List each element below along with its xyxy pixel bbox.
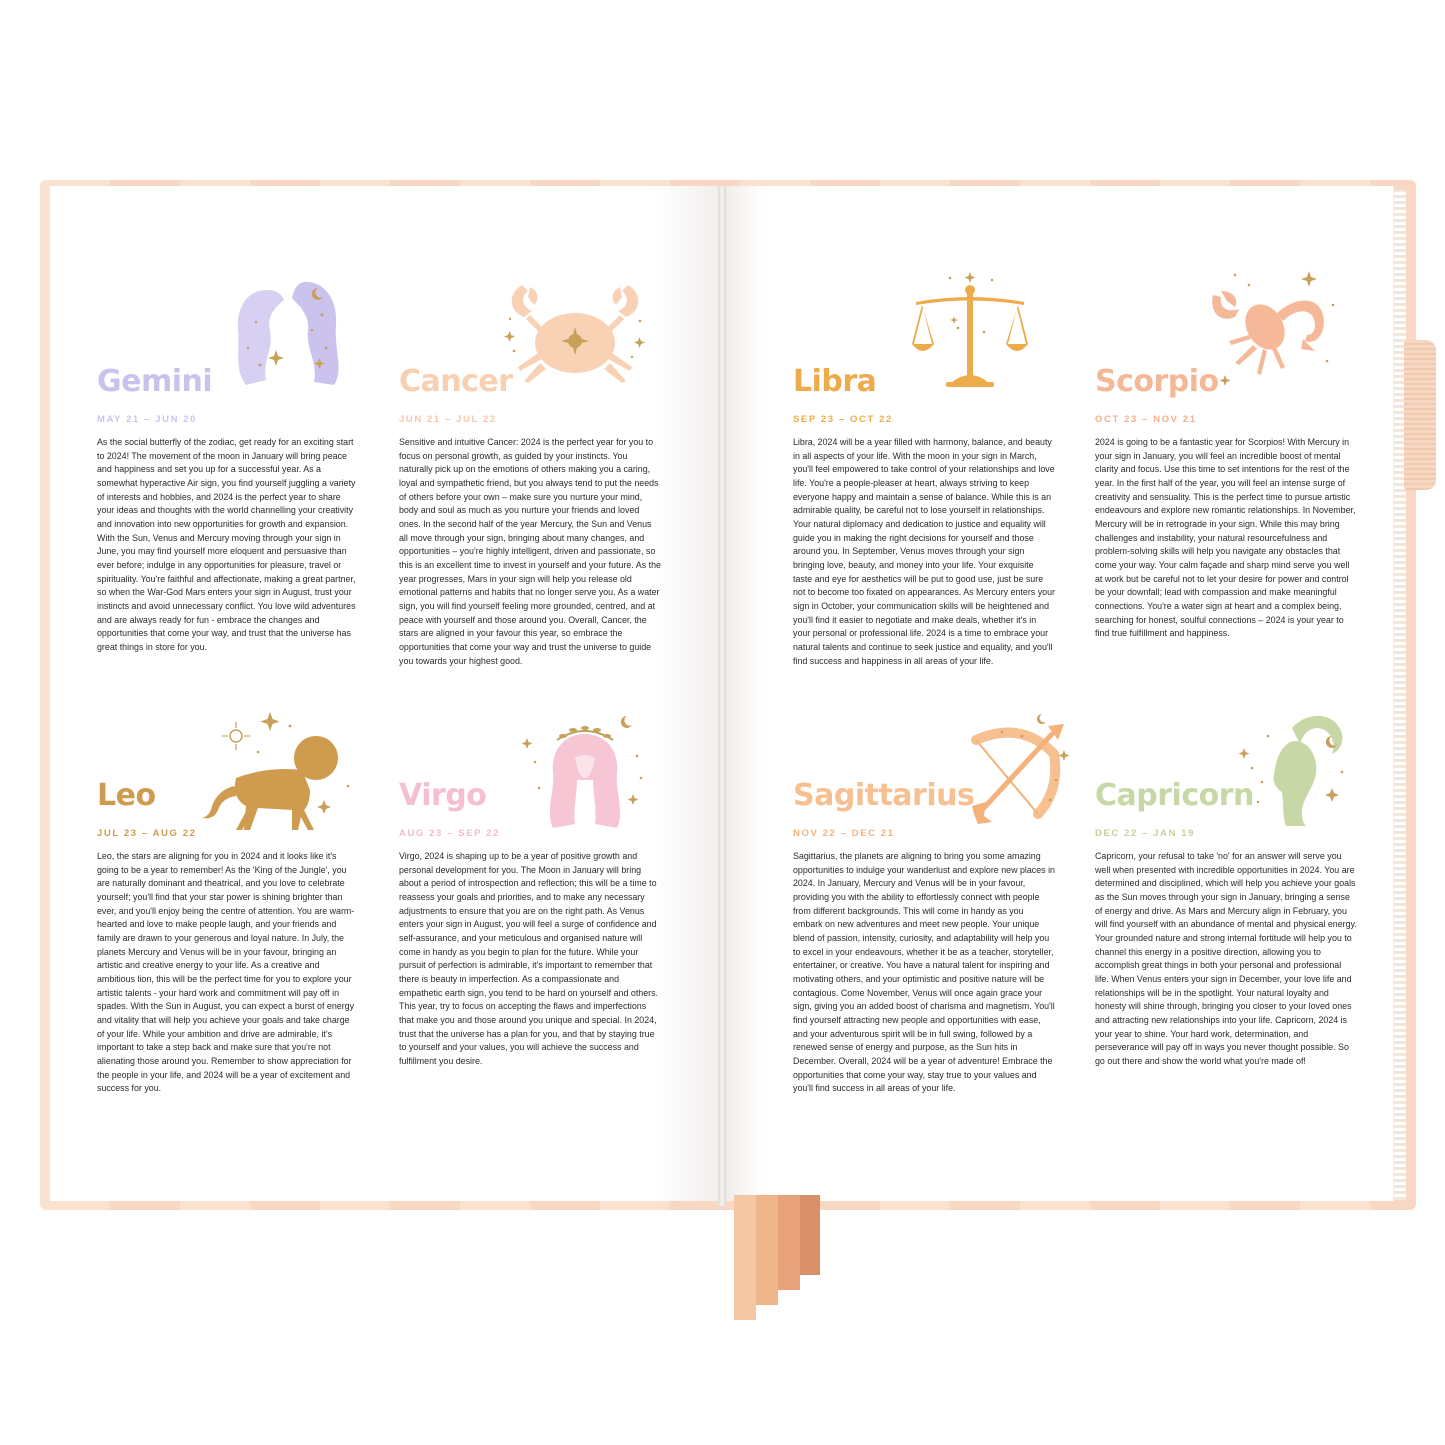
bookmark-ribbon[interactable] bbox=[734, 1195, 756, 1320]
sign-horoscope-text: Sagittarius, the planets are aligning to bring you some amazing opportunities to indulge your wanderlust and explore new places in 2024. In January, Mercury and Venus will be in your favour, providing you with the ability to effortlessly connect with people from different backgrounds. This will come in handy as you embark on new adventures and meet new people. Your unique blend of passion, intensity, curiosity, and adaptability will help you to excel in your endeavours, whether it be as a teacher, storyteller, entertainer, or creative. You have a natural talent for inspiring and motivating others, and your optimistic and positive nature will be contagious. Come November, Venus will once again grace your sign, giving you an added boost of charisma and magnetism. You'll find yourself attracting new people and opportunities with ease, and your adventurous spirit will be in full swing, followed by a renewed sense of energy and purpose, as the Sun hits in December. Overall, 2024 will be a year of adventure! Embrace the opportunities that come your way, stay true to your values and you'll find success in all areas of your life. bbox=[793, 851, 1055, 1094]
sign-title: Sagittarius bbox=[793, 778, 975, 813]
sign-title: Scorpio bbox=[1095, 364, 1219, 399]
scales-icon bbox=[910, 272, 1030, 390]
sign-title: Virgo bbox=[399, 778, 487, 813]
goat-icon bbox=[1232, 708, 1357, 833]
sign-horoscope-text: Sensitive and intuitive Cancer: 2024 is the perfect year for you to focus on personal growth, as guided by your instincts. You naturally pick up on the emotions of others making you a caring, loyal and sympathetic friend, but you always tend to put the needs of others before your own – make sure you nurture your mind, body and soul as much as you nurture your friends and loved ones. In the second half of the year Mercury, the Sun and Venus all move through your sign, bringing about many changes, and opportunities – you're highly intelligent, driven and passionate, so this is an excellent time to invest in yourself and your future. As the year progresses, Mars in your sign will help you release old emotional patterns and habits that no longer serve you. As a water sign, you will find yourself feeling more grounded, centred, and at peace with yourself and those around you. Overall, Cancer, the stars are aligned in your favour this year, so embrace the opportunities that come your way and trust the universe to guide you towards your highest good. bbox=[399, 437, 661, 666]
sign-dates: OCT 23 – NOV 21 bbox=[1095, 414, 1197, 425]
sign-horoscope-text: Capricorn, your refusal to take 'no' for an answer will serve you well when presented with incredible opportunities in 2024. You are determined and disciplined, which will help you achieve your goals as the Sun moves through your sign in January, bringing a sense of energy and drive. As Mars and Mercury align in February, you will find yourself with an abundance of mental and physical energy. Your grounded nature and strong internal fortitude will help you to channel this energy in a positive direction, allowing you to accomplish great things in both your personal and professional life. When Venus enters your sign in December, your love life and relationships will be in the spotlight. Your natural loyalty and honesty will shine through, bringing you closer to your loved ones and attracting new relationships into your life. Capricorn, 2024 is your year to shine. Your hard work, determination, and perseverance will pay off in ways you never thought possible. So go out there and show the world what you're made of! bbox=[1095, 851, 1357, 1066]
sign-horoscope-text: Leo, the stars are aligning for you in 2024 and it looks like it's going to be a year to remember! As the 'King of the Jungle', you are naturally dominant and theatrical, and you love to celebrate yourself; you'll find that your star power is shining brighter than ever, and you'll enjoy being the centre of attention. You are warm-hearted and love to make people laugh, and your friends and family are drawn to your generous and loyal nature. In July, the planets Mercury and Venus will be in your favour, bringing an artistic and creative energy to your life. As a creative and ambitious lion, this will be the perfect time for you to explore your artistic talents - your hard work and commitment will pay off in spades. With the Sun in August, you can expect a burst of energy and vitality that will help you achieve your goals and take charge of your life. While your ambition and drive are admirable, it's important to take a step back and make sure that you're not alienating those around you. Remember to show appreciation for the people in your life, and 2024 will be a year of excitement and success for you. bbox=[97, 851, 355, 1094]
maiden-icon bbox=[515, 708, 655, 833]
sign-title: Cancer bbox=[399, 364, 513, 399]
sign-dates: SEP 23 – OCT 22 bbox=[793, 414, 893, 425]
bow-and-arrow-icon bbox=[962, 710, 1072, 835]
bookmark-ribbon[interactable] bbox=[756, 1195, 778, 1305]
bookmark-ribbon[interactable] bbox=[778, 1195, 800, 1290]
sign-dates: JUL 23 – AUG 22 bbox=[97, 828, 197, 839]
sign-title: Leo bbox=[97, 778, 156, 813]
sign-title: Libra bbox=[793, 364, 877, 399]
sign-dates: AUG 23 – SEP 22 bbox=[399, 828, 500, 839]
sign-horoscope-text: As the social butterfly of the zodiac, get ready for an exciting start to 2024! The movement of the moon in January will bring peace and happiness and set you up for a successful year. As a somewhat hyperactive Air sign, you find yourself juggling a variety of interests and hobbies, and 2024 is the perfect year to share your ideas and thoughts with the world channelling your creativity and innovation into new opportunities for growth and expansion. With the Sun, Venus and Mercury moving through your sign in June, you may find yourself more eloquent and persuasive than ever before; indulge in any opportunities for pleasure, travel or spirituality. You're faithful and affectionate, making a great partner, so when the War-God Mars enters your sign in August, trust your instincts and avoid unnecessary conflict. You love wild adventures and are always ready for fun - embrace the changes and opportunities that come your way, and trust that the universe has great things in store for you. bbox=[97, 437, 356, 652]
sign-dates: DEC 22 – JAN 19 bbox=[1095, 828, 1196, 839]
sign-dates: NOV 22 – DEC 21 bbox=[793, 828, 895, 839]
crab-icon bbox=[500, 275, 650, 390]
sign-title: Gemini bbox=[97, 364, 213, 399]
lion-icon bbox=[198, 706, 358, 836]
sign-title: Capricorn bbox=[1095, 778, 1254, 813]
twins-icon bbox=[226, 270, 356, 390]
bookmark-ribbon[interactable] bbox=[800, 1195, 820, 1275]
sign-horoscope-text: Libra, 2024 will be a year filled with harmony, balance, and beauty in all aspects of your life. With the moon in your sign in March, you'll feel empowered to take control of your relationships and love life. You're a people-pleaser at heart, always striving to keep everyone happy and maintain a sense of balance. While this is an admirable quality, be careful not to lose yourself in relationships. Your natural diplomacy and dedication to justice and equality will guide you in making the right decisions for yourself and those around you. In September, Venus moves through your sign bringing love, beauty, and money into your life. Your exquisite taste and eye for aesthetics will be put to good use, just be sure not to become too fixated on appearances. As Mercury enters your sign in October, your communication skills will be heightened and you'll find it easier to negotiate and make deals, whether it's in your personal or professional life. 2024 is a time to embrace your natural talents and continue to seek justice and equality, and you'll find success and happiness in all areas of your life. bbox=[793, 437, 1055, 666]
book-gutter bbox=[718, 186, 726, 1206]
sign-dates: JUN 21 – JUL 22 bbox=[399, 414, 497, 425]
sign-dates: MAY 21 – JUN 20 bbox=[97, 414, 198, 425]
sign-horoscope-text: 2024 is going to be a fantastic year for Scorpios! With Mercury in your sign in January, you will feel an incredible boost of mental clarity and focus. Use this time to set intentions for the rest of the year. In the first half of the year, you will feel an intense surge of creativity and sensuality. This is the perfect time to pursue artistic endeavours and explore new romantic relationships. In November, Mercury will be in retrograde in your sign. While this may bring challenges and instability, your natural resourcefulness and problem-solving skills will help you navigate any obstacles that come your way. Your calm façade and sharp mind serve you well at work but be careful not to let your desire for power and control be your downfall; lead with compassion and make meaningful connections. You're a water sign at heart and a complex being, searching for honest, soulful connections – 2024 is your year to find true fulfillment and happiness. bbox=[1095, 437, 1356, 639]
elastic-pen-loop[interactable] bbox=[1404, 340, 1436, 490]
sign-horoscope-text: Virgo, 2024 is shaping up to be a year of positive growth and personal development for you. The Moon in January will bring about a period of introspection and reflection; this will be a time to reassess your goals and priorities, and to make any necessary adjustments to ensure that you are on the right path. As Venus enters your sign in August, you will feel a surge of confidence and self-assurance, and your meticulous and organised nature will come in handy as you begin to plan for the future. While your pursuit of perfection is admirable, it's important to remember that there is beauty in imperfection. As a compassionate and empathetic earth sign, you tend to be hard on yourself and others. This year, try to focus on accepting the flaws and imperfections that make you and those around you unique and special. In 2024, trust that the universe has a plan for you, and that by staying true to yourself and your values, you will achieve the success and fulfillment you desire. bbox=[399, 851, 659, 1066]
scorpion-icon bbox=[1205, 265, 1345, 390]
